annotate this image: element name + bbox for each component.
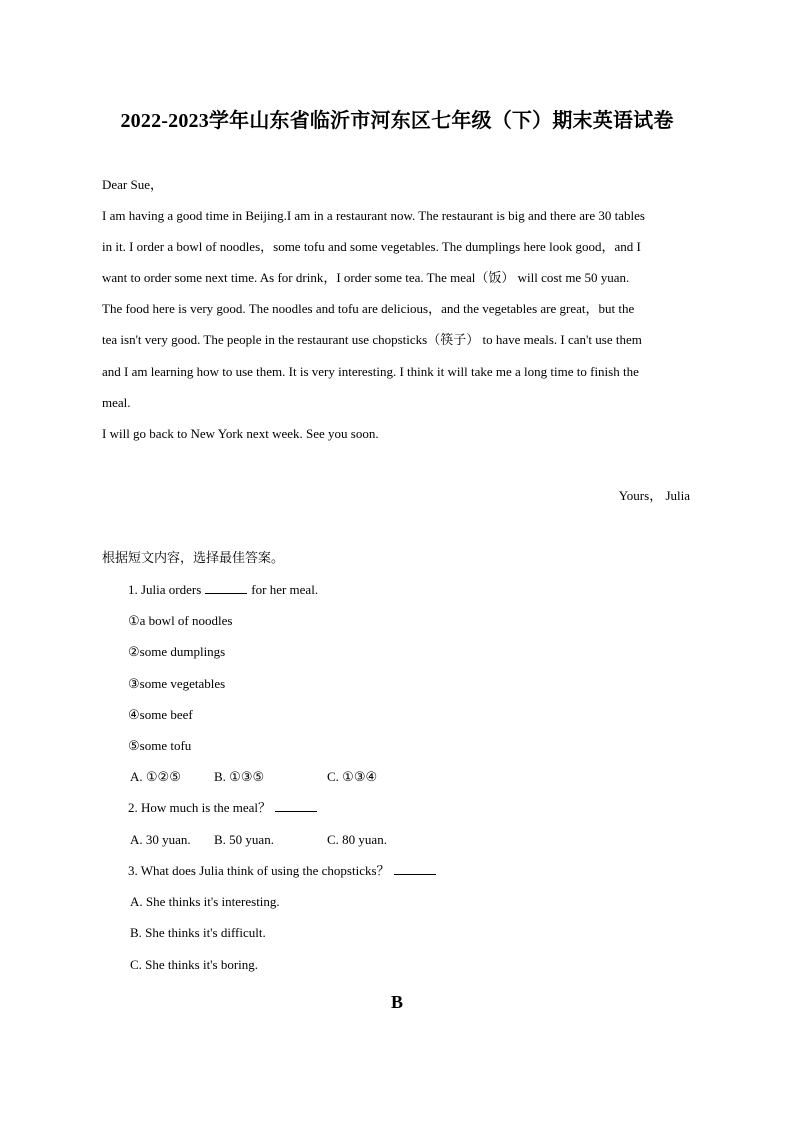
list-item: ④some beef bbox=[128, 707, 193, 722]
letter-line: and I am learning how to use them. It is very interesting. I think it will take me a long time to finish the bbox=[102, 364, 639, 379]
question-1-stem bbox=[128, 582, 318, 598]
question-1-option-a[interactable]: A. ①②⑤ bbox=[130, 769, 181, 784]
answer-blank bbox=[205, 582, 247, 594]
question-3-stem-text: 3. What does Julia think of using the chopsticks？ bbox=[128, 863, 390, 878]
letter-signature: Yours， Julia bbox=[618, 488, 690, 503]
letter-line: I will go back to New York next week. See you soon. bbox=[102, 426, 379, 441]
instruction: 根据短文内容，选择最佳答案。 bbox=[102, 551, 285, 566]
letter-line: tea isn't very good. The people in the restaurant use chopsticks（筷子） to have meals. I can't use them bbox=[102, 332, 642, 347]
question-1-stem-after: for her meal. bbox=[251, 582, 319, 597]
question-3-option-b[interactable]: B. She thinks it's difficult. bbox=[130, 925, 266, 940]
question-3-option-a[interactable]: A. She thinks it's interesting. bbox=[130, 894, 280, 909]
question-2-stem bbox=[128, 800, 317, 816]
question-2-option-b[interactable]: B. 50 yuan. bbox=[214, 832, 274, 847]
question-3-option-c[interactable]: C. She thinks it's boring. bbox=[130, 957, 259, 972]
question-1-stem-before: 1. Julia orders bbox=[128, 582, 202, 597]
letter-line: The food here is very good. The noodles and tofu are delicious，and the vegetables are great，but the bbox=[102, 301, 635, 316]
letter-greeting: Dear Sue， bbox=[102, 177, 164, 192]
page-title: 2022-2023学年山东省临沂市河东区七年级（下）期末英语试卷 bbox=[120, 110, 674, 132]
letter-line: want to order some next time. As for drink，I order some tea. The meal（饭） will cost me 50 yuan. bbox=[102, 270, 630, 285]
question-3-stem bbox=[128, 863, 436, 879]
answer-blank bbox=[275, 800, 317, 812]
letter-line: I am having a good time in Beijing.I am in a restaurant now. The restaurant is big and there are 30 tables bbox=[102, 208, 645, 223]
list-item: ⑤some tofu bbox=[128, 738, 192, 753]
question-2-stem-text: 2. How much is the meal？ bbox=[128, 800, 271, 815]
section-heading: B bbox=[390, 992, 403, 1012]
letter-line: meal. bbox=[102, 395, 131, 410]
letter-line: in it. I order a bowl of noodles，some tofu and some vegetables. The dumplings here look good，and I bbox=[102, 239, 641, 254]
question-1-option-b[interactable]: B. ①③⑤ bbox=[214, 769, 265, 784]
question-2-option-c[interactable]: C. 80 yuan. bbox=[327, 832, 387, 847]
question-1-option-c[interactable]: C. ①③④ bbox=[327, 769, 378, 784]
list-item: ①a bowl of noodles bbox=[128, 613, 233, 628]
list-item: ②some dumplings bbox=[128, 644, 226, 659]
list-item: ③some vegetables bbox=[128, 676, 226, 691]
answer-blank bbox=[394, 863, 436, 875]
question-2-option-a[interactable]: A. 30 yuan. bbox=[130, 832, 191, 847]
